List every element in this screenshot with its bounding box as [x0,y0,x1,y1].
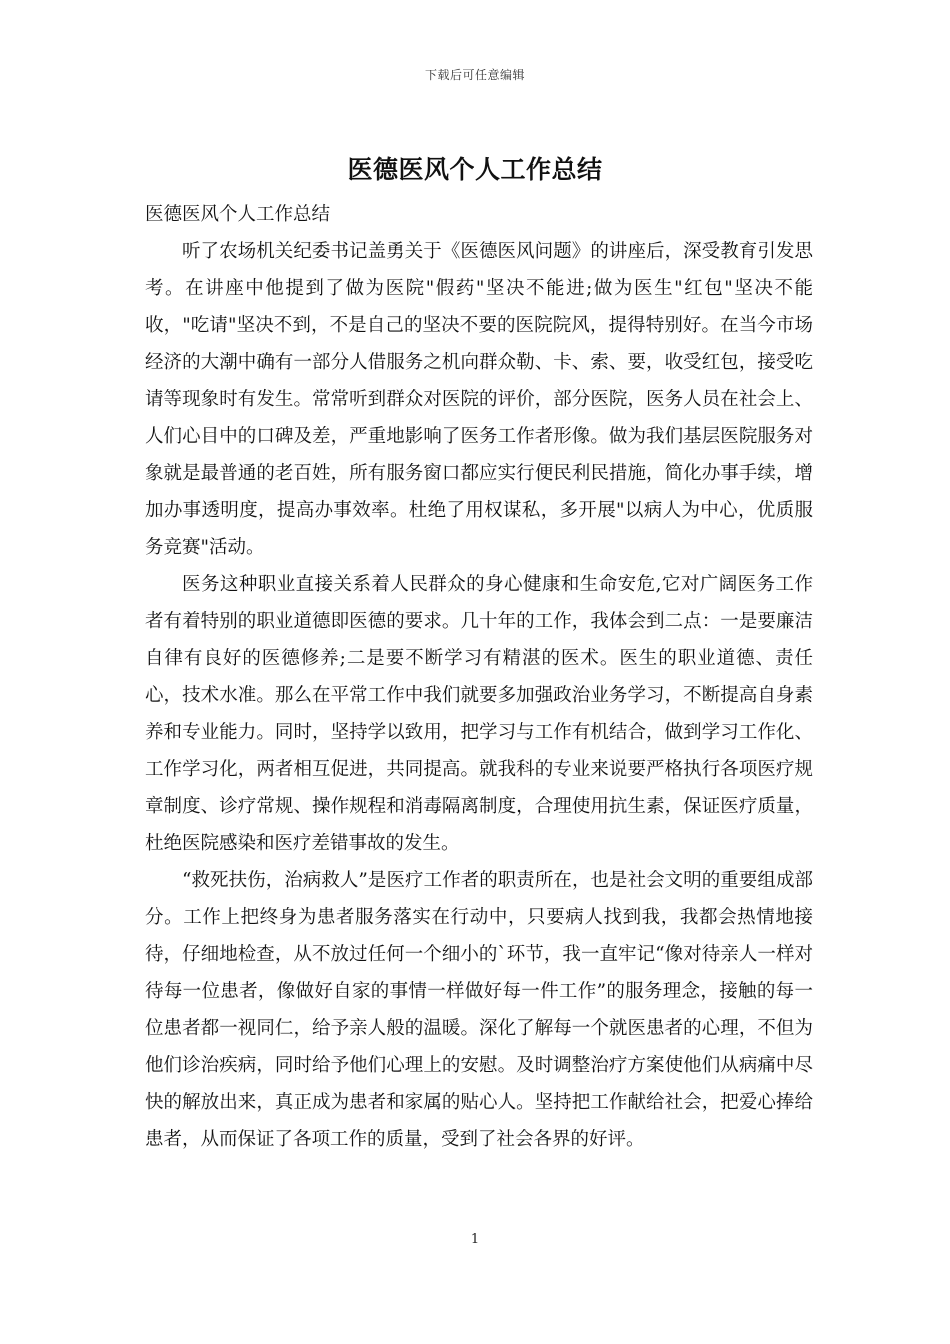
page-number: 1 [470,1232,480,1247]
document-subtitle: 医德医风个人工作总结 [145,204,331,225]
header-note: 下载后可任意编辑 [424,68,525,82]
document-title: 医德医风个人工作总结 [347,155,603,184]
paragraph-3: “救死扶伤，治病救人”是医疗工作者的职责所在，也是社会文明的重要组成部分。工作上把终身为患者服务落实在行动中，只要病人找到我，我都会热情地接待，仔细地检查，从不放过任何一个细小的`环节，我一直牢记“像对待亲人一样对待每一位患者，像做好自家的事情一样做好每一件工作”的服务理念，接触的每一位患者都一视同仁，给予亲人般的温暖。深化了解每一个就医患者的心理，不但为他们诊治疾病，同时给予他们心理上的安慰。及时调整治疗方案使他们从病痛中尽快的解放出来，真正成为患者和家属的贴心人。坚持把工作献给社会，把爱心捧给患者，从而保证了各项工作的质量，受到了社会各界的好评。 [145,870,813,1150]
paragraph-1: 听了农场机关纪委书记盖勇关于《医德医风问题》的讲座后，深受教育引发思考。在讲座中他提到了做为医院"假药"坚决不能进;做为医生"红包"坚决不能收，"吃请"坚决不到，不是自己的坚决不要的医院院风，提得特别好。在当今市场经济的大潮中确有一部分人借服务之机向群众勒、卡、索、要，收受红包，接受吃请等现象时有发生。常常听到群众对医院的评价，部分医院，医务人员在社会上、人们心目中的口碑及差，严重地影响了医务工作者形像。做为我们基层医院服务对象就是最普通的老百姓，所有服务窗口都应实行便民利民措施，简化办事手续，增加办事透明度，提高办事效率。杜绝了用权谋私，多开展"以病人为中心，优质服务竞赛"活动。 [145,241,813,558]
document-body [145,196,813,1158]
paragraph-2: 医务这种职业直接关系着人民群众的身心健康和生命安危,它对广阔医务工作者有着特别的职业道德即医德的要求。几十年的工作，我体会到二点：一是要廉洁自律有良好的医德修养;二是要不断学习有精湛的医术。医生的职业道德、责任心，技术水准。那么在平常工作中我们就要多加强政治业务学习，不断提高自身素养和专业能力。同时，坚持学以致用，把学习与工作有机结合，做到学习工作化、工作学习化，两者相互促进，共同提高。就我科的专业来说要严格执行各项医疗规章制度、诊疗常规、操作规程和消毒隔离制度，合理使用抗生素，保证医疗质量，杜绝医院感染和医疗差错事故的发生。 [145,574,813,854]
